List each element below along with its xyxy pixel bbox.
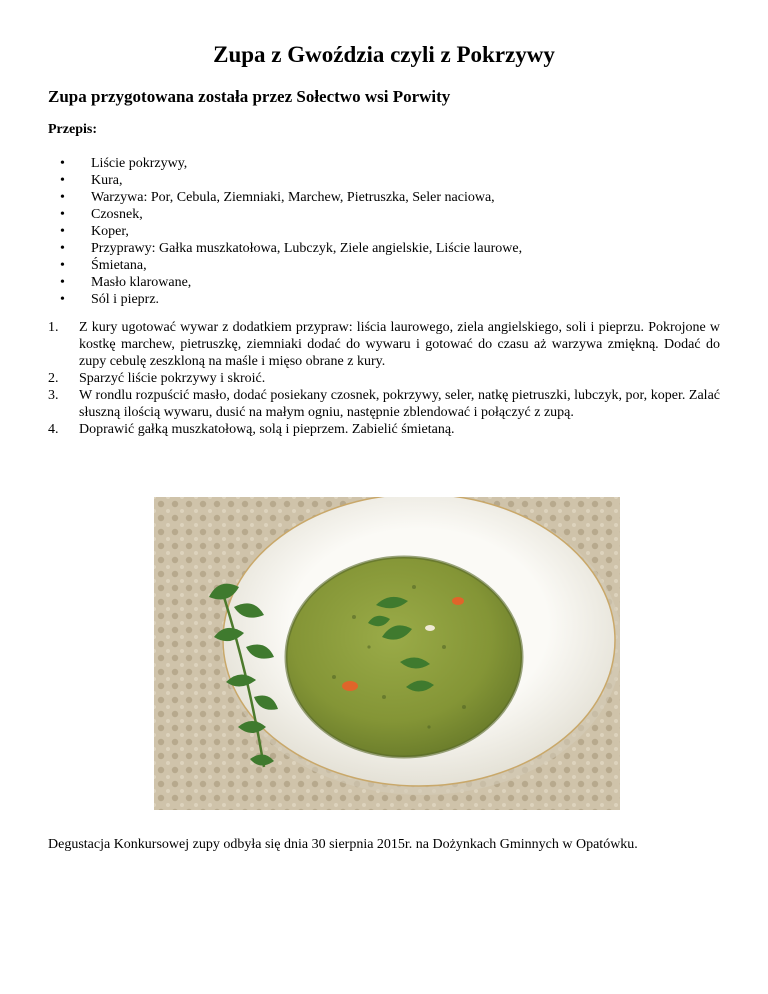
step-number: 4. (48, 422, 59, 437)
step-item (48, 319, 720, 370)
footer-note: Degustacja Konkursowej zupy odbyła się dnia 30 sierpnia 2015r. na Dożynkach Gminnych w Opatówku. (48, 837, 638, 852)
list-item: • Liście pokrzywy, (48, 155, 728, 172)
page-subtitle: Zupa przygotowana została przez Sołectwo wsi Porwity (48, 87, 451, 106)
step-item (48, 387, 720, 421)
step-text: Z kury ugotować wywar z dodatkiem przypraw: liścia laurowego, ziela angielskiego, soli i pieprzu. Pokrojone w kostkę marchew, pietruszkę, ziemniaki dodać do wywaru i gotować do czasu aż warzywa zmiękną. Dodać do zupy cebulę zeszkloną na maśle i mięso obrane z kury. (79, 320, 720, 369)
step-text: W rondlu rozpuścić masło, dodać posiekany czosnek, pokrzywy, seler, natkę pietruszki, lubczyk, por, koper. Zalać słuszną ilością wywaru, dusić na małym ogniu, następnie zblendować i połączyć z zupą. (79, 388, 720, 420)
soup-photo (154, 497, 620, 810)
list-item: • Czosnek, (48, 206, 728, 223)
page-title: Zupa z Gwoździa czyli z Pokrzywy (213, 42, 555, 67)
carrot-piece (342, 681, 358, 691)
list-item: • Przyprawy: Gałka muszkatołowa, Lubczyk, Ziele angielskie, Liście laurowe, (48, 240, 728, 257)
list-item: • Sól i pieprz. (48, 291, 728, 308)
steps-list (48, 319, 720, 438)
list-item: • Kura, (48, 172, 728, 189)
recipe-label: Przepis: (48, 122, 97, 137)
carrot-piece (452, 597, 464, 605)
step-item (48, 421, 720, 438)
step-text: Doprawić gałką muszkatołową, solą i pieprzem. Zabielić śmietaną. (79, 422, 455, 437)
soup-photo-illustration (154, 497, 620, 810)
list-item: • Warzywa: Por, Cebula, Ziemniaki, Marchew, Pietruszka, Seler naciowa, (48, 189, 728, 206)
step-number: 2. (48, 371, 59, 386)
step-text: Sparzyć liście pokrzywy i skroić. (79, 371, 266, 386)
list-item: • Koper, (48, 223, 728, 240)
step-number: 3. (48, 388, 59, 403)
step-number: 1. (48, 320, 59, 335)
list-item: • Masło klarowane, (48, 274, 728, 291)
ingredients-list (48, 155, 728, 308)
step-item (48, 370, 720, 387)
list-item: • Śmietana, (48, 257, 728, 274)
